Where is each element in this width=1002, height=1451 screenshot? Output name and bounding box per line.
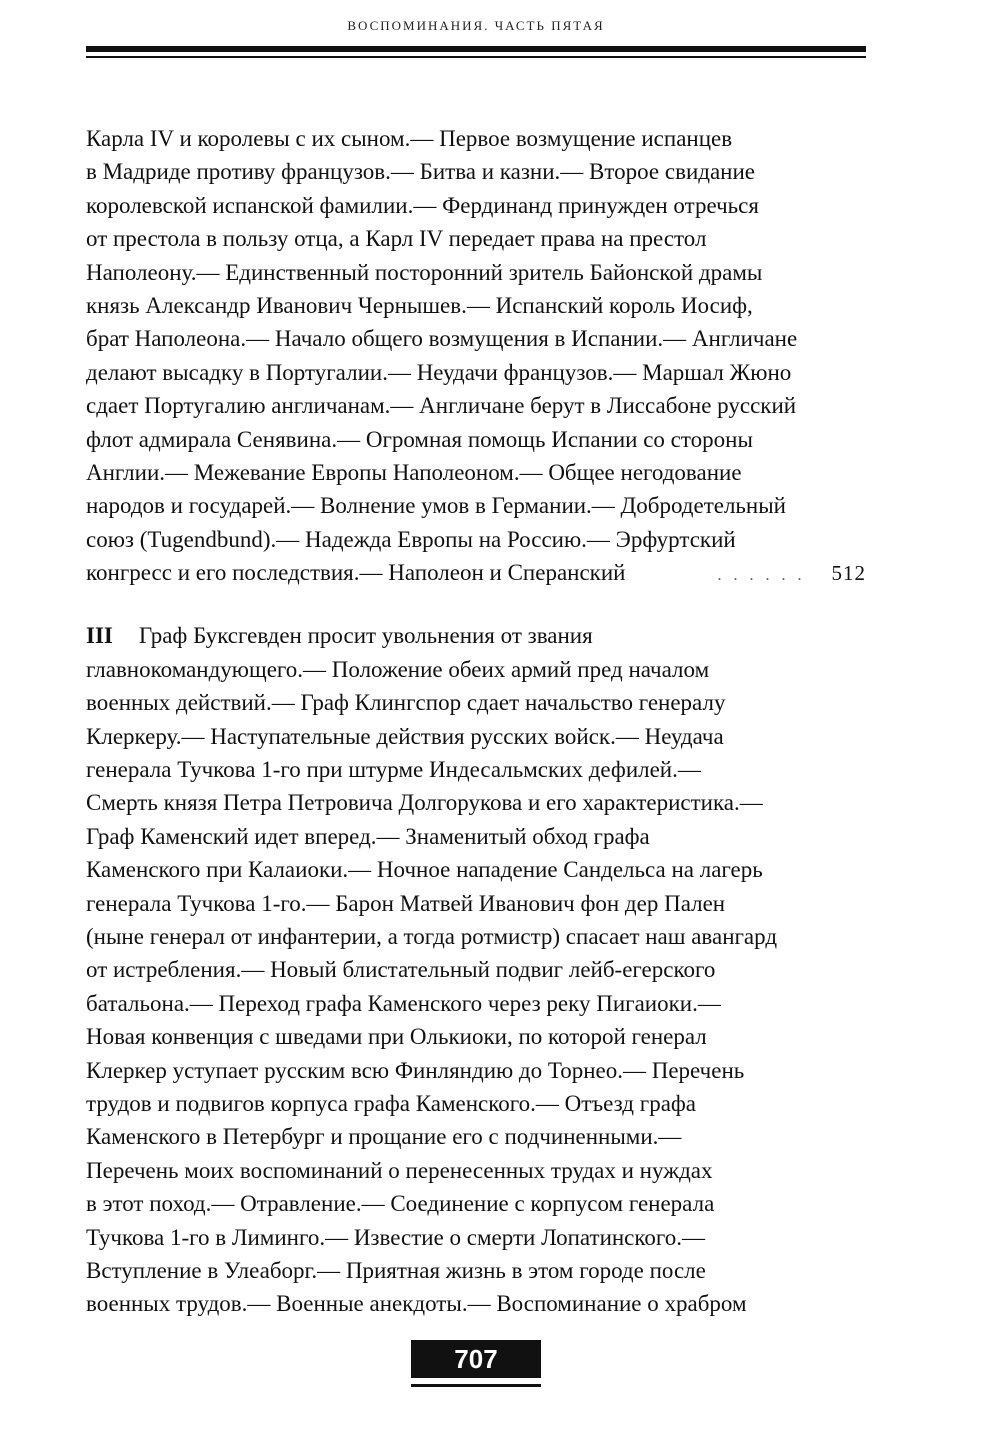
toc-line: Каменского при Калаиоки.— Ночное нападение Сандельса на лагерь — [86, 857, 763, 883]
toc-line: от престола в пользу отца, а Карл IV передает права на престол — [86, 226, 707, 252]
toc-line: батальона.— Переход графа Каменского через реку Пигаиоки.— — [86, 990, 721, 1016]
toc-line: трудов и подвигов корпуса графа Каменского.— Отъезд графа — [86, 1090, 697, 1116]
page-number-badge: 707 — [411, 1340, 541, 1378]
toc-line: Новая конвенция с шведами при Олькиоки, по которой генерал — [86, 1024, 707, 1050]
toc-line: генерала Тучкова 1-го при штурме Индесальмских дефилей.— — [86, 757, 701, 783]
toc-line — [86, 619, 886, 652]
toc-line: Каменского в Петербург и прощание его с подчиненными.— — [86, 1124, 682, 1150]
toc-line: в этот поход.— Отравление.— Соединение с корпусом генерала — [86, 1191, 715, 1217]
toc-line-text: Граф Буксгевден просит увольнения от звания — [138, 623, 593, 649]
toc-line: Граф Каменский идет вперед.— Знаменитый обход графа — [86, 823, 650, 849]
toc-line: делают высадку в Португалии.— Неудачи французов.— Маршал Жюно — [86, 359, 792, 385]
toc-line: военных трудов.— Военные анекдоты.— Воспоминание о храбром — [86, 1291, 747, 1317]
toc-line: от истребления.— Новый блистательный подвиг лейб-егерского — [86, 957, 716, 983]
toc-line: в Мадриде противу французов.— Битва и казни.— Второе свидание — [86, 159, 755, 185]
header-rule-thick — [86, 46, 866, 52]
toc-page-number[interactable]: 512 — [831, 561, 866, 586]
toc-line: брат Наполеона.— Начало общего возмущения в Испании.— Англичане — [86, 326, 798, 352]
toc-line: Клеркер уступает русским всю Финляндию до Торнео.— Перечень — [86, 1057, 745, 1083]
chapter-numeral: III — [86, 623, 113, 649]
toc-entry-iii — [86, 619, 886, 1320]
dot-leader: ...... — [717, 567, 814, 585]
toc-line: конгресс и его последствия.— Наполеон и Сперанский — [86, 560, 626, 586]
footer-rule — [411, 1384, 541, 1387]
running-head: ВОСПОМИНАНИЯ. ЧАСТЬ ПЯТАЯ — [347, 18, 605, 33]
toc-line: князь Александр Иванович Чернышев.— Испанский король Иосиф, — [86, 292, 753, 318]
toc-line: генерала Тучкова 1-го.— Барон Матвей Иванович фон дер Пален — [86, 890, 726, 916]
toc-line: Наполеону.— Единственный посторонний зритель Байонской драмы — [86, 259, 763, 285]
entry-gap — [86, 589, 886, 619]
toc-line: главнокомандующего.— Положение обеих армий пред началом — [86, 656, 710, 682]
toc-line-with-page — [86, 556, 866, 589]
toc-line: Клеркеру.— Наступательные действия русских войск.— Неудача — [86, 723, 724, 749]
toc-line: союз (Tugendbund).— Надежда Европы на Россию.— Эрфуртский — [86, 526, 736, 552]
toc-line: (ныне генерал от инфантерии, а тогда ротмистр) спасает наш авангард — [86, 923, 778, 949]
toc-line: Смерть князя Петра Петровича Долгорукова и его характеристика.— — [86, 790, 763, 816]
toc-line: Карла IV и королевы с их сыном.— Первое возмущение испанцев — [86, 126, 733, 151]
header-rule-thin — [86, 56, 866, 58]
toc-line: флот адмирала Сенявина.— Огромная помощь Испании со стороны — [86, 426, 753, 452]
toc-line: Тучкова 1-го в Лиминго.— Известие о смерти Лопатинского.— — [86, 1224, 706, 1250]
toc-line: народов и государей.— Волнение умов в Германии.— Добродетельный — [86, 493, 786, 519]
toc-line: Вступление в Улеаборг.— Приятная жизнь в этом городе после — [86, 1257, 706, 1283]
toc-line: сдает Португалию англичанам.— Англичане берут в Лиссабоне русский — [86, 393, 797, 419]
toc-line: военных действий.— Граф Клингспор сдает начальство генералу — [86, 690, 726, 716]
toc-line: Перечень моих воспоминаний о перенесенных трудах и нуждах — [86, 1157, 713, 1183]
toc-content — [86, 122, 886, 1321]
toc-line: Англии.— Межевание Европы Наполеоном.— Общее негодование — [86, 459, 742, 485]
toc-entry-ii — [86, 122, 886, 589]
toc-line: королевской испанской фамилии.— Фердинанд принужден отречься — [86, 192, 759, 218]
